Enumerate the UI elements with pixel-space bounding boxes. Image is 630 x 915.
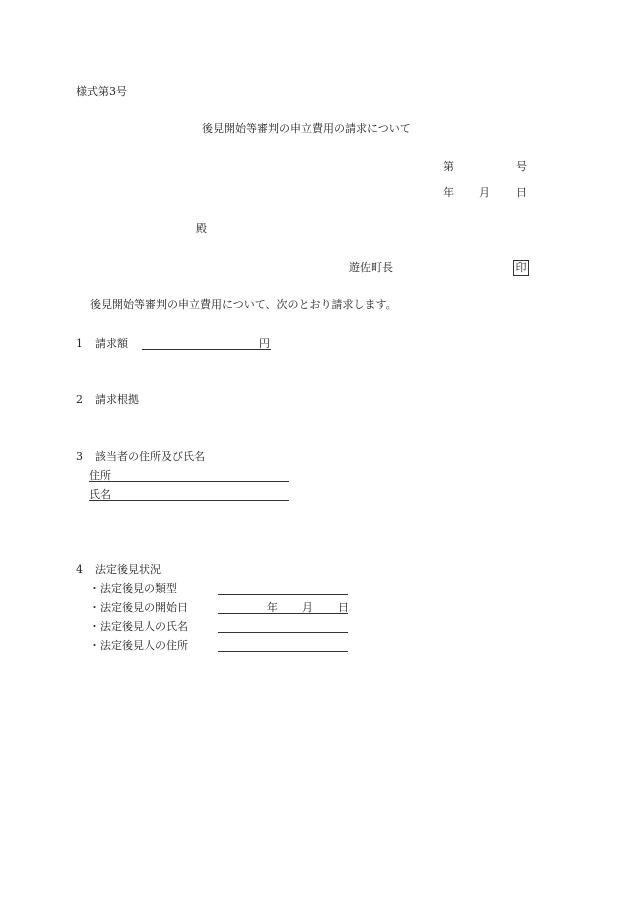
claim-amount-unit: 円	[259, 337, 270, 350]
intro-text: 後見開始等審判の申立費用について、次のとおり請求します。	[90, 298, 397, 311]
guardianship-type-label: ・法定後見の類型	[89, 582, 177, 595]
addressee-suffix: 殿	[196, 222, 207, 235]
start-date-year: 年	[267, 601, 278, 614]
guardian-name-field[interactable]	[218, 632, 348, 633]
section-1-number: 1	[76, 337, 83, 350]
seal-mark: 印	[513, 260, 529, 276]
guardian-name-label: ・法定後見人の氏名	[89, 620, 188, 633]
subject-address-label: 住所	[89, 469, 111, 482]
form-number: 様式第3号	[76, 85, 127, 98]
subject-name-field[interactable]	[89, 500, 289, 501]
section-1-label: 請求額	[95, 337, 128, 350]
section-4-label: 法定後見状況	[95, 563, 161, 576]
issuer-name: 遊佐町長	[349, 261, 393, 274]
claim-amount-field[interactable]	[142, 349, 271, 350]
date-day-label: 日	[516, 186, 527, 199]
subject-name-label: 氏名	[89, 488, 111, 501]
guardian-address-field[interactable]	[218, 651, 348, 652]
date-year-label: 年	[443, 186, 454, 199]
guardian-address-label: ・法定後見人の住所	[89, 639, 188, 652]
section-3-number: 3	[76, 450, 83, 463]
section-2-label: 請求根拠	[95, 393, 139, 406]
guardianship-start-label: ・法定後見の開始日	[89, 601, 188, 614]
date-month-label: 月	[479, 186, 490, 199]
start-date-month: 月	[302, 601, 313, 614]
doc-number-go: 号	[516, 160, 527, 173]
document-title: 後見開始等審判の申立費用の請求について	[202, 122, 411, 135]
guardianship-start-field[interactable]	[218, 613, 348, 614]
subject-address-field[interactable]	[89, 481, 289, 482]
start-date-day: 日	[338, 601, 349, 614]
section-2-number: 2	[76, 393, 83, 406]
guardianship-type-field[interactable]	[218, 594, 348, 595]
section-4-number: 4	[76, 563, 83, 576]
section-3-label: 該当者の住所及び氏名	[95, 450, 205, 463]
doc-number-dai: 第	[443, 160, 454, 173]
